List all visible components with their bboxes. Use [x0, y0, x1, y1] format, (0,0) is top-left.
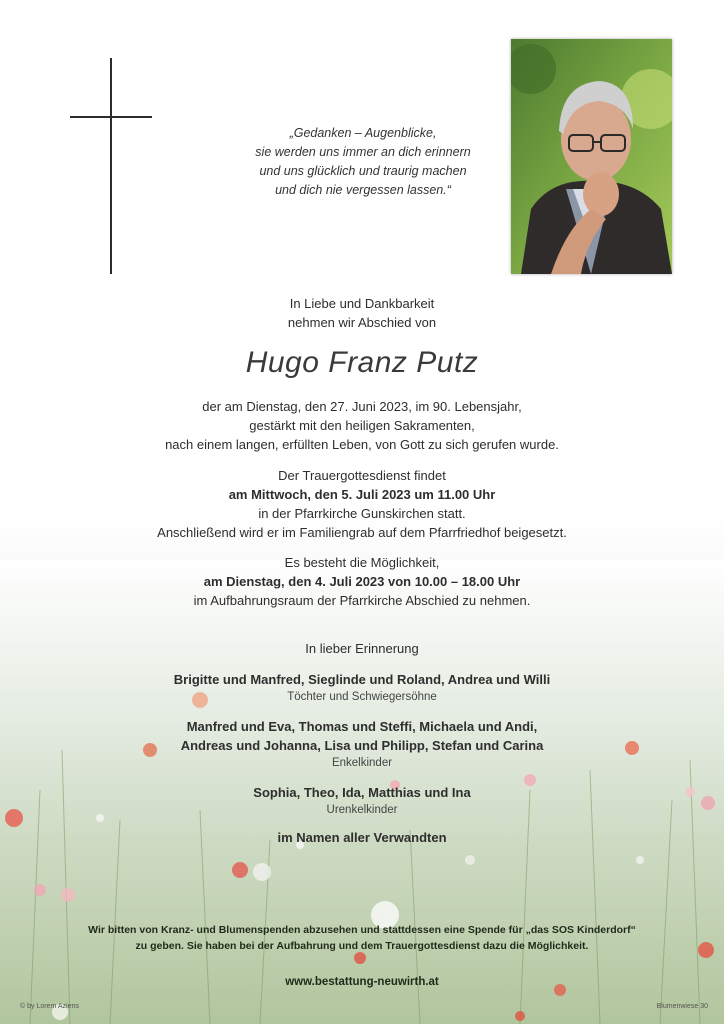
viewing-line: im Aufbahrungsraum der Pfarrkirche Abschied zu nehmen. — [193, 593, 531, 608]
template-credit: Blumenwiese 30 — [656, 1003, 708, 1010]
intro-line: In Liebe und Dankbarkeit — [289, 296, 435, 311]
cross-icon-bar — [70, 116, 152, 118]
memorial-quote — [228, 124, 498, 200]
funeral-line: Anschließend wird er im Familiengrab auf dem Pfarrfriedhof beigesetzt. — [157, 525, 567, 540]
family-names: Brigitte und Manfred, Sieglinde und Roland, Andrea und Willi — [173, 672, 551, 687]
family-names: Manfred und Eva, Thomas und Steffi, Michaela und Andi, — [186, 719, 538, 734]
quote-line: sie werden uns immer an dich erinnern — [255, 145, 471, 159]
portrait-photo — [511, 39, 672, 274]
website-link[interactable]: www.bestattung-neuwirth.at — [285, 976, 439, 988]
photo-credit: © by Lorem Aziens — [20, 1003, 79, 1010]
death-info-line: nach einem langen, erfüllten Leben, von Gott zu sich gerufen wurde. — [165, 437, 559, 452]
family-relation: Enkelkinder — [331, 757, 393, 769]
funeral-line: Der Trauergottesdienst findet — [278, 468, 446, 483]
family-group-great-grandchildren — [0, 783, 724, 818]
intro-text — [0, 294, 724, 332]
death-info-line: gestärkt mit den heiligen Sakramenten, — [249, 418, 475, 433]
funeral-date-time: am Mittwoch, den 5. Juli 2023 um 11.00 Uhr — [228, 487, 496, 502]
family-relation: Töchter und Schwiegersöhne — [287, 691, 437, 703]
funeral-line: in der Pfarrkirche Gunskirchen statt. — [258, 506, 466, 521]
cross-icon — [110, 58, 112, 274]
quote-line: „Gedanken – Augenblicke, — [289, 126, 437, 140]
family-relation: Urenkelkinder — [326, 804, 398, 816]
donation-note — [0, 922, 724, 954]
deceased-name: Hugo Franz Putz — [245, 346, 479, 379]
intro-line: nehmen wir Abschied von — [287, 315, 437, 330]
funeral-info — [0, 466, 724, 542]
family-group-daughters — [0, 670, 724, 705]
donation-line: zu geben. Sie haben bei der Aufbahrung und dem Trauergottesdienst dazu die Möglichkeit. — [135, 940, 589, 952]
quote-line: und dich nie vergessen lassen.“ — [275, 183, 451, 197]
family-names: Andreas und Johanna, Lisa und Philipp, Stefan und Carina — [180, 738, 544, 753]
death-info-line: der am Dienstag, den 27. Juni 2023, im 90. Lebensjahr, — [202, 399, 522, 414]
death-info — [0, 397, 724, 454]
family-names: Sophia, Theo, Ida, Matthias und Ina — [253, 785, 471, 800]
viewing-date-time: am Dienstag, den 4. Juli 2023 von 10.00 – 18.00 Uhr — [203, 574, 521, 589]
viewing-info — [0, 553, 724, 610]
family-group-grandchildren — [0, 717, 724, 771]
viewing-line: Es besteht die Möglichkeit, — [284, 555, 440, 570]
relatives-line: im Namen aller Verwandten — [277, 830, 447, 845]
quote-line: und uns glücklich und traurig machen — [259, 164, 467, 178]
memory-heading: In lieber Erinnerung — [305, 641, 419, 656]
donation-line: Wir bitten von Kranz- und Blumenspenden abzusehen und stattdessen eine Spende für „das SOS Kinderdorf“ — [88, 924, 636, 936]
